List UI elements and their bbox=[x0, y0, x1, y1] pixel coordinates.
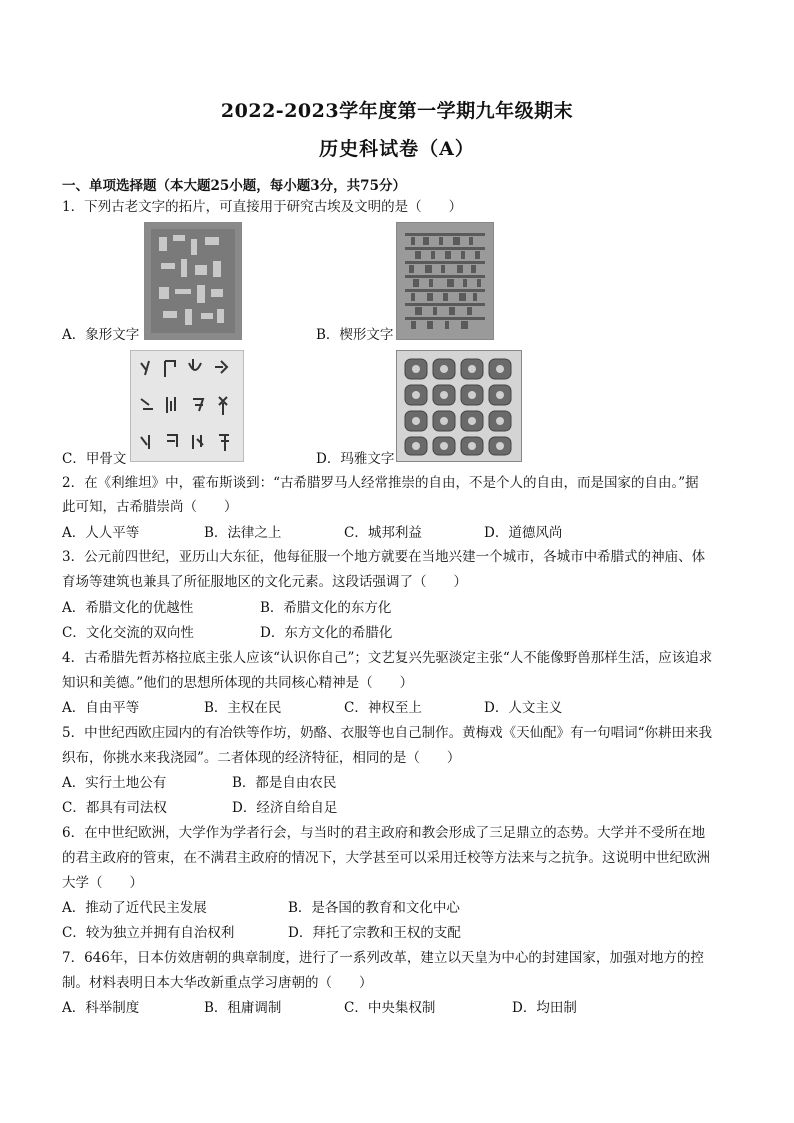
question-2-option-b: B．法律之上 bbox=[204, 525, 282, 541]
question-4-option-b: B．主权在民 bbox=[204, 700, 282, 716]
question-1-option-d: D．玛雅文字 bbox=[316, 451, 395, 467]
question-1-stem: 1．下列古老文字的拓片，可直接用于研究古埃及文明的是（ ） bbox=[62, 199, 463, 215]
question-7-stem-line-1: 7．646年，日本仿效唐朝的典章制度，进行了一系列改革，建立以天皇为中心的封建国家，加强对地方的控 bbox=[62, 950, 704, 966]
question-4-option-d: D．人文主义 bbox=[484, 700, 563, 716]
question-4-stem-line-2: 知识和美德。”他们的思想所体现的共同核心精神是（ ） bbox=[62, 675, 414, 691]
question-6-stem-line-2: 的君主政府的管束，在不满君主政府的情况下，大学甚至可以采用迁校等方法来与之抗争。这说明中世纪欧洲 bbox=[62, 850, 710, 866]
question-4-option-a: A．自由平等 bbox=[62, 700, 140, 716]
question-6-option-d: D．拜托了宗教和王权的支配 bbox=[288, 925, 461, 941]
question-5-option-b: B．都是自由农民 bbox=[232, 775, 337, 791]
question-5-option-c: C．都具有司法权 bbox=[62, 800, 167, 816]
question-7-stem-line-2: 制。材料表明日本大华改新重点学习唐朝的（ ） bbox=[62, 975, 373, 991]
question-7-option-d: D．均田制 bbox=[512, 1000, 577, 1016]
question-4-option-c: C．神权至上 bbox=[344, 700, 422, 716]
cuneiform-rubbing-image bbox=[396, 222, 494, 340]
maya-glyphs-image bbox=[396, 350, 522, 462]
question-5-option-a: A．实行土地公有 bbox=[62, 775, 167, 791]
question-2-stem-line-1: 2．在《利维坦》中，霍布斯谈到：“古希腊罗马人经常推崇的自由，不是个人的自由，而是国家的自由。”据 bbox=[62, 475, 699, 491]
question-2-stem-line-2: 此可知，古希腊崇尚（ ） bbox=[62, 499, 238, 515]
question-4-stem-line-1: 4．古希腊先哲苏格拉底主张人应该“认识你自己”；文艺复兴先驱淡定主张“人不能像野兽那样生活，应该追求 bbox=[62, 650, 713, 666]
oracle-bone-script-image bbox=[130, 350, 244, 462]
question-6-stem-line-1: 6．在中世纪欧洲，大学作为学者行会，与当时的君主政府和教会形成了三足鼎立的态势。大学并不受所在地 bbox=[62, 825, 706, 841]
question-1-option-b: B．楔形文字 bbox=[316, 327, 394, 343]
question-5-stem-line-2: 织布，你挑水来我浇园”。二者体现的经济特征，相同的是（ ） bbox=[62, 750, 461, 766]
question-3-option-b: B．希腊文化的东方化 bbox=[260, 600, 392, 616]
question-2-option-c: C．城邦利益 bbox=[344, 525, 422, 541]
question-6-stem-line-3: 大学（ ） bbox=[62, 875, 143, 891]
question-3-option-c: C．文化交流的双向性 bbox=[62, 625, 194, 641]
section-heading: 一、单项选择题（本大题25小题，每小题3分，共75分） bbox=[62, 178, 406, 194]
question-3-stem-line-1: 3．公元前四世纪，亚历山大东征，他每征服一个地方就要在当地兴建一个城市，各城市中希腊式的神庙、体 bbox=[62, 549, 706, 565]
question-3-option-a: A．希腊文化的优越性 bbox=[62, 600, 194, 616]
question-5-option-d: D．经济自给自足 bbox=[232, 800, 338, 816]
question-2-option-d: D．道德风尚 bbox=[484, 525, 563, 541]
question-7-option-c: C．中央集权制 bbox=[344, 1000, 436, 1016]
question-1-option-a: A．象形文字 bbox=[62, 327, 140, 343]
question-6-option-b: B．是各国的教育和文化中心 bbox=[288, 900, 460, 916]
question-7-option-b: B．租庸调制 bbox=[204, 1000, 282, 1016]
exam-title: 2022-2023学年度第一学期九年级期末 bbox=[220, 100, 574, 122]
question-6-option-c: C．较为独立并拥有自治权利 bbox=[62, 925, 235, 941]
question-3-stem-line-2: 育场等建筑也兼具了所征服地区的文化元素。这段话强调了（ ） bbox=[62, 574, 467, 590]
hieroglyph-rubbing-image bbox=[144, 222, 242, 340]
question-3-option-d: D．东方文化的希腊化 bbox=[260, 625, 393, 641]
exam-subtitle: 历史科试卷（A） bbox=[319, 138, 475, 160]
question-7-option-a: A．科举制度 bbox=[62, 1000, 140, 1016]
question-2-option-a: A．人人平等 bbox=[62, 525, 140, 541]
question-1-option-c: C．甲骨文 bbox=[62, 451, 127, 467]
question-6-option-a: A．推动了近代民主发展 bbox=[62, 900, 207, 916]
question-5-stem-line-1: 5．中世纪西欧庄园内的有冶铁等作坊，奶酪、衣服等也自己制作。黄梅戏《天仙配》有一句唱词“你耕田来我 bbox=[62, 725, 712, 741]
